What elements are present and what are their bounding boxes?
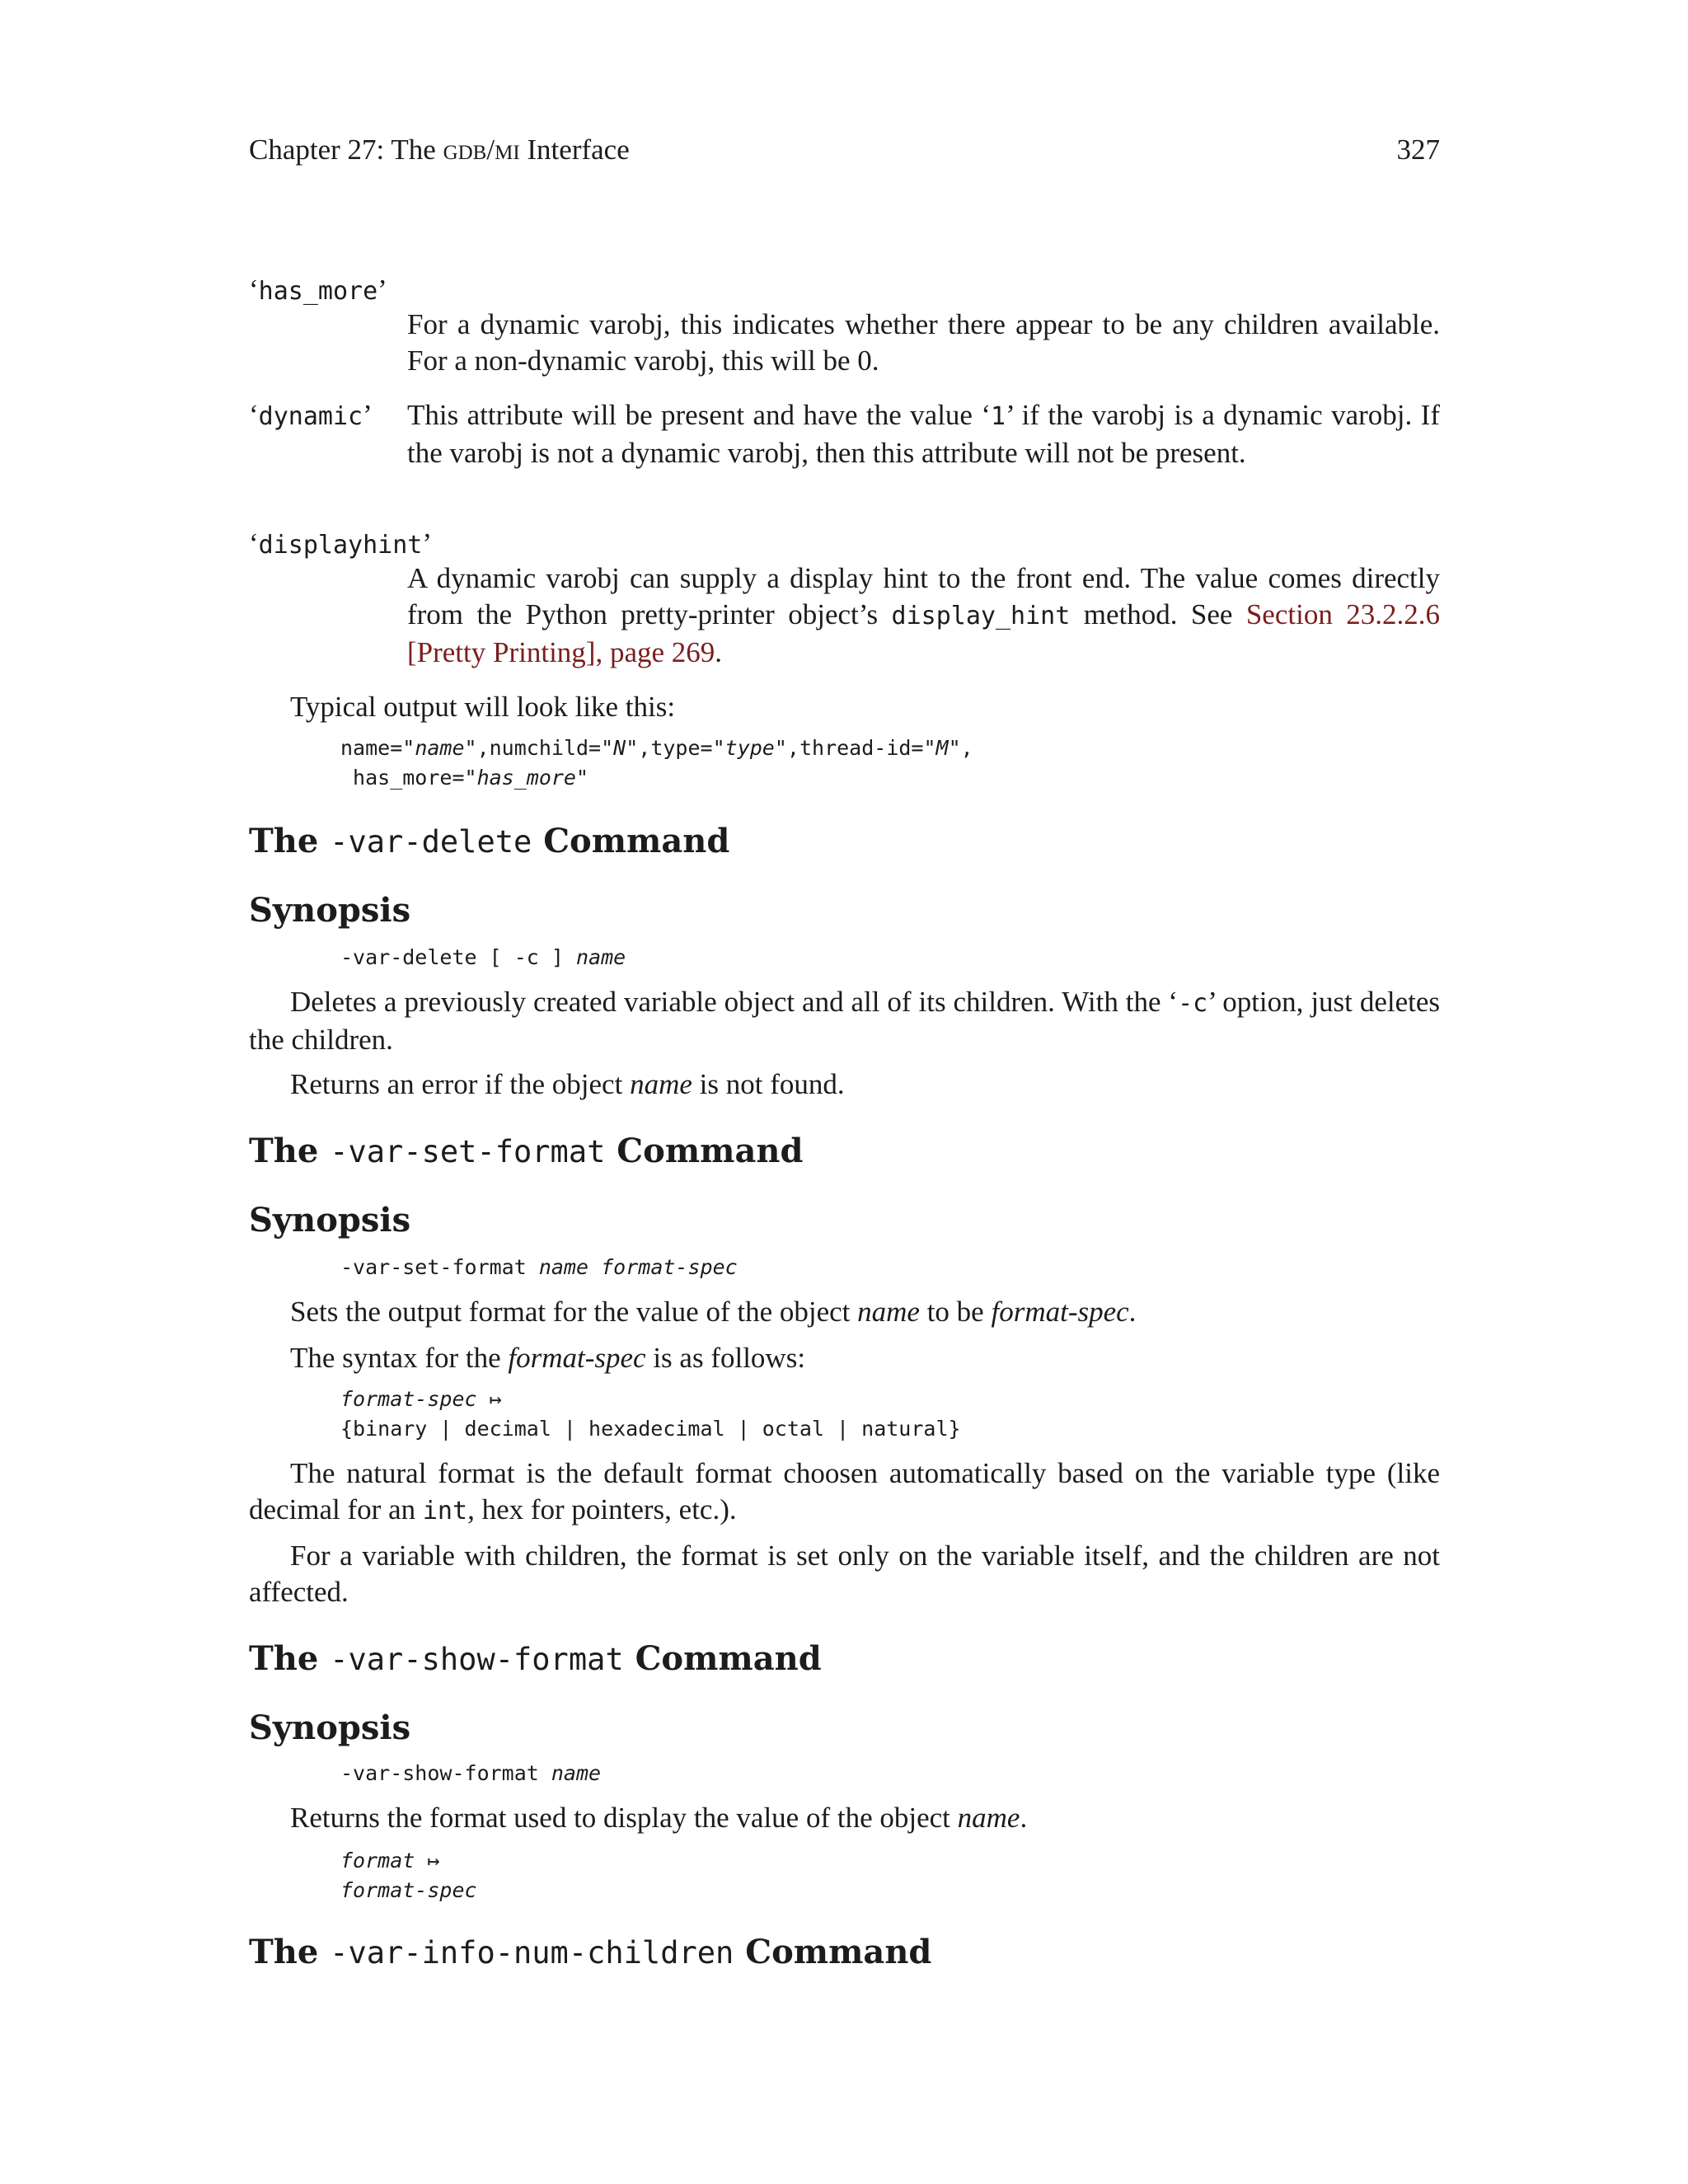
show-format-code-line-2: format-spec — [340, 1878, 477, 1902]
format-spec-code-line-1: format-spec ↦ — [340, 1387, 502, 1411]
heading-var-delete: The -var-delete Command — [249, 822, 730, 860]
var-set-format-paragraph-3: The natural format is the default format choosen automatically based on the variable type (like decimal for an int, hex for pointers, etc.). — [249, 1457, 1440, 1526]
pretty-printing-link[interactable]: Section 23.2.2.6 [Pretty Printing], page 269 — [407, 598, 1440, 668]
attribute-desc-displayhint: A dynamic varobj can supply a display hint to the front end. The value comes directly from the Python pretty-printer object’s display_hint method. See Section 23.2.2.6 [Pretty Printing], page 269. — [407, 562, 1440, 668]
var-set-format-paragraph-1: Sets the output format for the value of the object name to be format-spec. — [290, 1296, 1137, 1328]
attribute-term-dynamic: ‘dynamic’ — [249, 399, 373, 431]
var-delete-paragraph-1: Deletes a previously created variable object and all of its children. With the ‘-c’ option, just deletes the children. — [249, 986, 1441, 1056]
var-delete-paragraph-2: Returns an error if the object name is not found. — [290, 1068, 845, 1100]
attribute-term-displayhint: ‘displayhint’ — [249, 527, 432, 560]
page-number: 327 — [1396, 134, 1440, 166]
typical-output-line-2: has_more="has_more" — [340, 766, 589, 790]
var-set-format-paragraph-4: For a variable with children, the format is set only on the variable itself, and the children are not affected. — [249, 1540, 1440, 1608]
typical-output-line-1: name="name",numchild="N",type="type",thread-id="M", — [340, 736, 973, 760]
var-show-format-paragraph-1: Returns the format used to display the value of the object name. — [290, 1802, 1028, 1834]
attribute-desc-has-more: For a dynamic varobj, this indicates whether there appear to be any children available. For a non-dynamic varobj, this will be 0. — [407, 308, 1440, 377]
synopsis-code-var-delete: -var-delete [ -c ] name — [340, 945, 626, 969]
heading-var-info-num-children: The -var-info-num-children Command — [249, 1933, 932, 1971]
synopsis-heading-var-set-format: Synopsis — [249, 1201, 411, 1240]
typical-output-intro: Typical output will look like this: — [290, 691, 676, 723]
var-set-format-paragraph-2: The syntax for the format-spec is as follows: — [290, 1342, 806, 1374]
chapter-title: Chapter 27: The gdb/mi Interface — [249, 134, 630, 166]
synopsis-heading-var-show-format: Synopsis — [249, 1708, 411, 1747]
heading-var-set-format: The -var-set-format Command — [249, 1132, 804, 1170]
synopsis-code-var-set-format: -var-set-format name format-spec — [340, 1255, 738, 1279]
attribute-term-has-more: ‘has_more’ — [249, 274, 387, 306]
format-spec-code-line-2: {binary | decimal | hexadecimal | octal | natural} — [340, 1417, 961, 1441]
attribute-desc-dynamic: This attribute will be present and have the value ‘1’ if the varobj is a dynamic varobj. If the varobj is not a dynamic varobj, then this attribute will not be present. — [407, 399, 1440, 469]
heading-var-show-format: The -var-show-format Command — [249, 1639, 822, 1678]
synopsis-heading-var-delete: Synopsis — [249, 891, 411, 930]
synopsis-code-var-show-format: -var-show-format name — [340, 1761, 602, 1785]
running-header — [249, 132, 1440, 168]
show-format-code-line-1: format ↦ — [340, 1849, 440, 1872]
